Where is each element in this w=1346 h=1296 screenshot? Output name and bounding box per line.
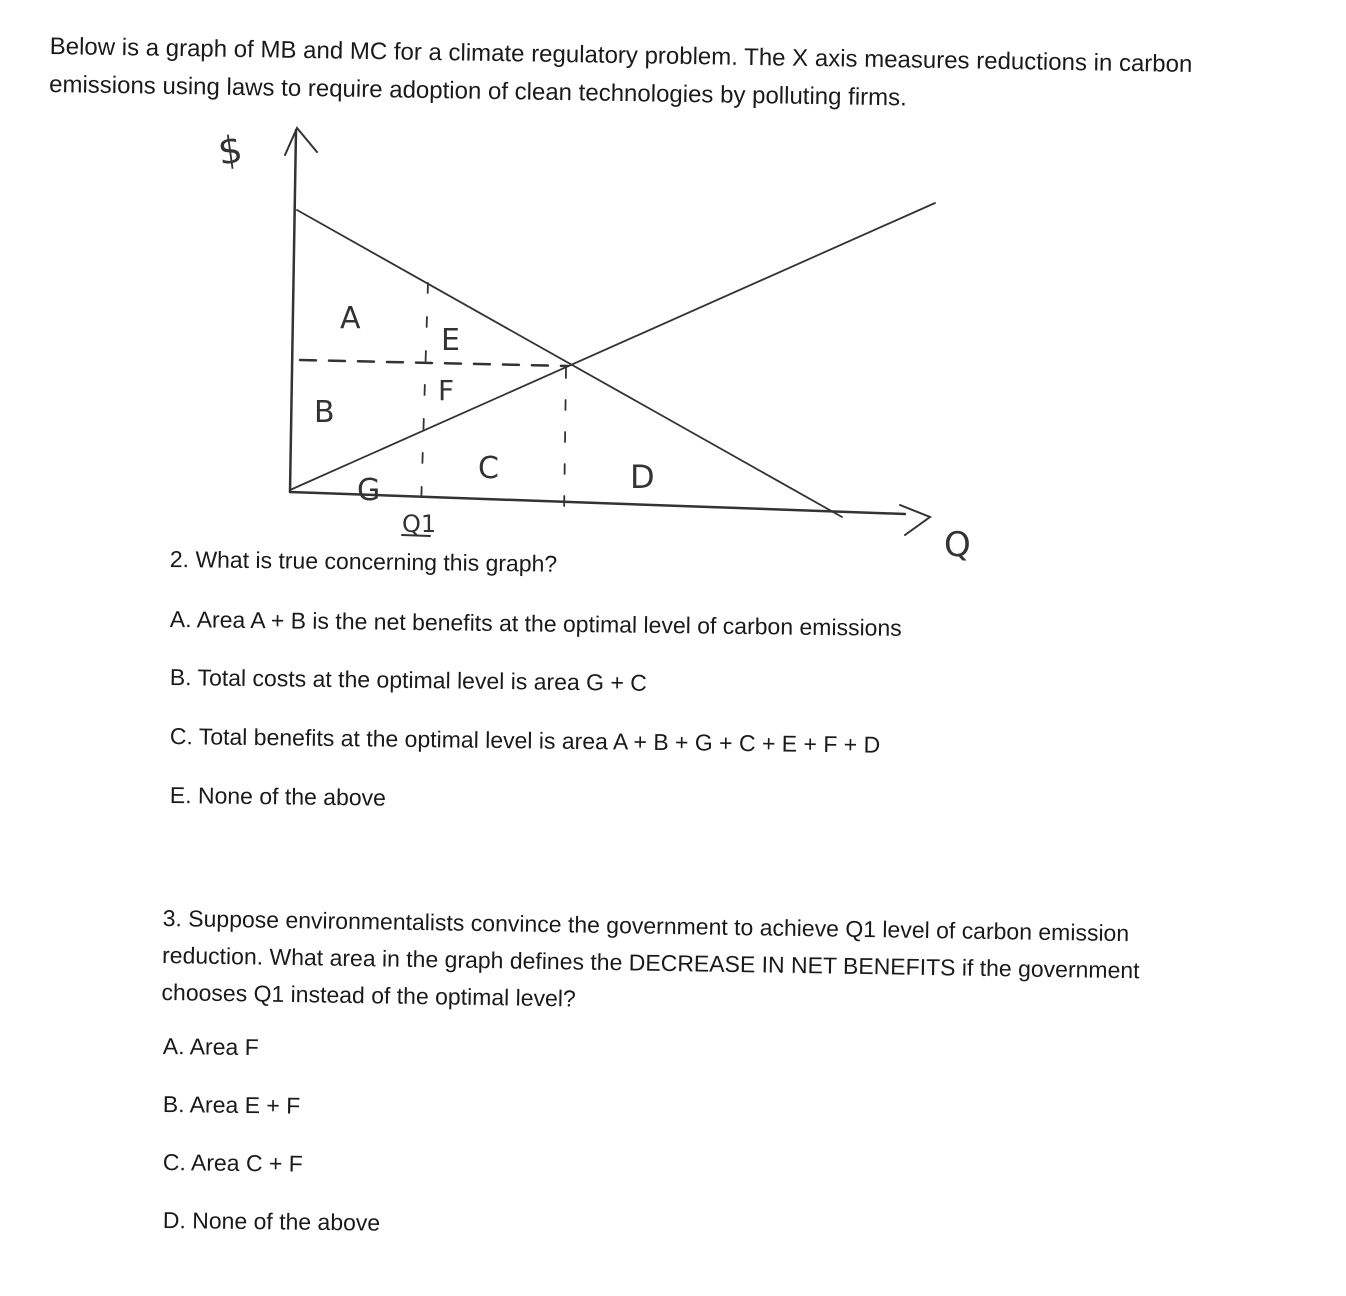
- question-3-prompt: 3. Suppose environmentalists convince the government to achieve Q1 level of carbon emission reduction. What area in the graph defines the DECREASE IN NET BENEFITS if the government chooses Q1 instead of the optimal level?: [161, 904, 1140, 1012]
- q1-dashed-line: [421, 283, 428, 508]
- question-2-prompt: 2. What is true concerning this graph?: [169, 546, 558, 577]
- question-3-option-d: D. None of the above: [162, 1207, 381, 1236]
- area-label-e: E: [441, 323, 460, 358]
- question-3-option-a: A. Area F: [162, 1033, 259, 1061]
- area-label-f: F: [438, 374, 455, 407]
- x-axis-q-label: Q: [944, 525, 971, 565]
- question-3-option-b: B. Area E + F: [162, 1091, 301, 1119]
- x-axis-arrowhead: [900, 505, 930, 535]
- optimal-q-dashed-line: [564, 368, 566, 518]
- y-axis-dollar-label: $: [215, 126, 246, 174]
- area-label-d: D: [630, 458, 655, 496]
- intro-text: Below is a graph of MB and MC for a climate regulatory problem. The X axis measures reductions in carbon emissions using laws to require adoption of clean technologies by polluting firms.: [48, 32, 1193, 112]
- mb-curve: [297, 210, 842, 517]
- area-label-g: G: [357, 473, 381, 508]
- y-axis-arrowhead: [285, 128, 317, 155]
- question-2-option-a: A. Area A + B is the net benefits at the optimal level of carbon emissions: [169, 606, 902, 641]
- area-label-c: C: [478, 451, 499, 486]
- area-label-b: B: [314, 395, 335, 430]
- question-2-option-b: B. Total costs at the optimal level is area G + C: [169, 664, 648, 696]
- question-2-option-c: C. Total benefits at the optimal level is area A + B + G + C + E + F + D: [169, 723, 881, 758]
- area-label-a: A: [340, 301, 361, 336]
- x-axis: [290, 492, 905, 514]
- q1-label: Q1: [402, 510, 437, 538]
- question-2-option-e: E. None of the above: [169, 782, 387, 811]
- y-axis: [290, 130, 296, 492]
- question-3-option-c: C. Area C + F: [162, 1149, 303, 1177]
- equilibrium-price-dashed-line: [300, 360, 568, 366]
- mc-curve: [290, 203, 935, 490]
